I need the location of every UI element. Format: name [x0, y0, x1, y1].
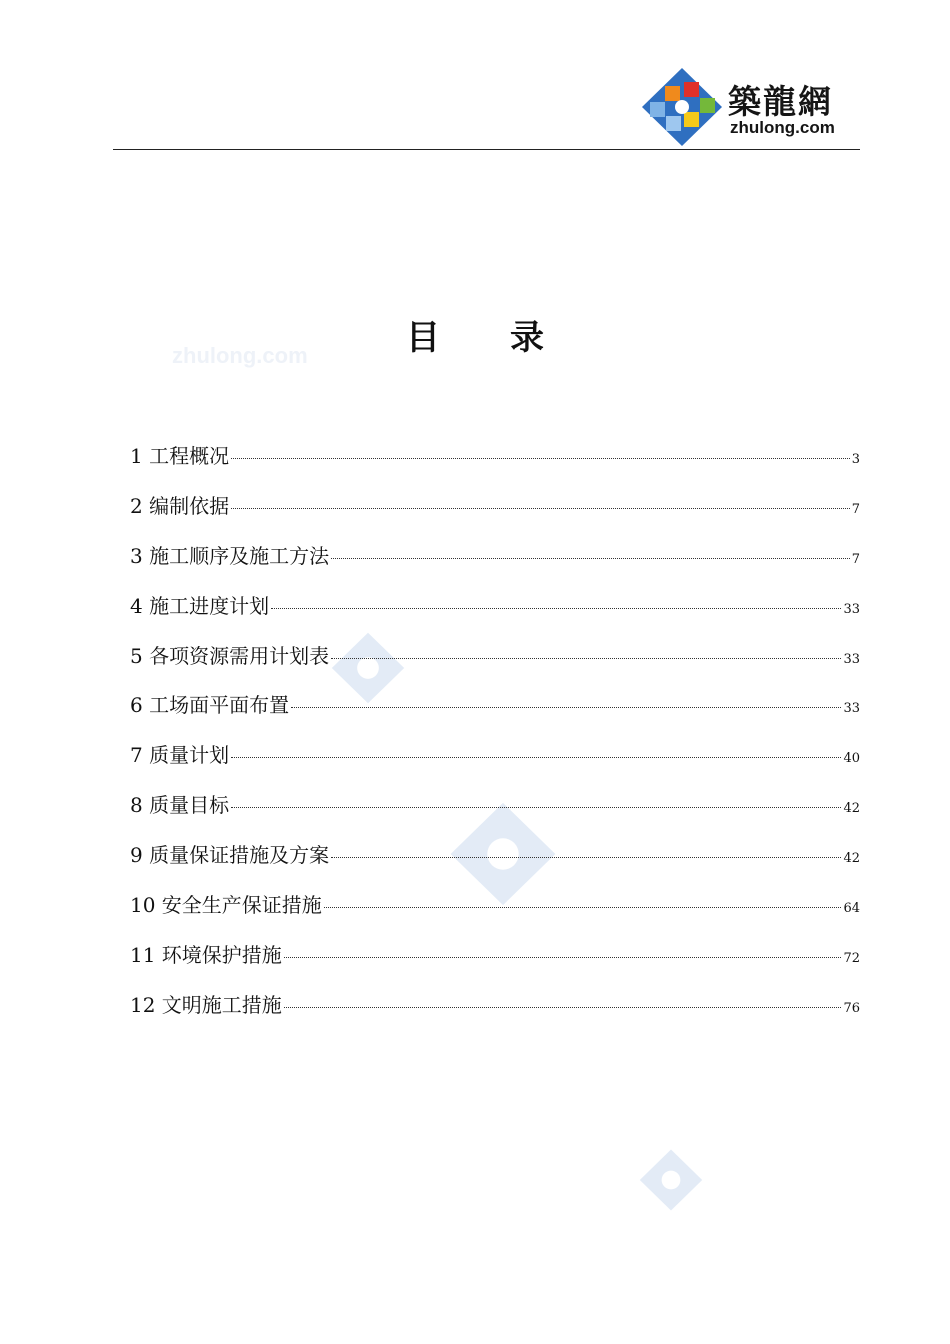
toc-entry-label: 3 施工顺序及施工方法: [130, 543, 330, 568]
toc-entry[interactable]: [130, 490, 860, 540]
logo-chinese-name: 築龍網: [728, 82, 833, 121]
toc-leader-dots: [231, 458, 850, 459]
toc-entry-page: 72: [843, 950, 860, 966]
toc-entry-label: 10 安全生产保证措施: [130, 893, 322, 918]
toc-entry-label: 6 工场面平面布置: [130, 693, 290, 718]
toc-entry-label: 8 质量目标: [130, 793, 230, 818]
toc-leader-dots: [271, 608, 841, 609]
toc-entry-label: 12 文明施工措施: [130, 992, 282, 1017]
toc-entry-page: 40: [843, 751, 860, 767]
toc-leader-dots: [231, 807, 841, 808]
toc-entry-page: 33: [843, 701, 860, 717]
toc-entry-page: 3: [851, 452, 860, 467]
title-char-2: 录: [510, 318, 544, 358]
toc-entry[interactable]: [130, 789, 860, 839]
toc-leader-dots: [331, 857, 841, 858]
header-divider: [113, 149, 860, 150]
toc-entry-label: 1 工程概况: [130, 444, 230, 468]
toc-entry-label: 11 环境保护措施: [130, 942, 282, 967]
toc-leader-dots: [331, 558, 850, 559]
toc-entry-page: 64: [843, 901, 860, 917]
toc-entry-label: 2 编制依据: [130, 493, 230, 518]
toc-leader-dots: [324, 907, 842, 908]
toc-entry-label: 9 质量保证措施及方案: [130, 843, 330, 868]
toc-entry[interactable]: [130, 839, 860, 889]
toc-entry-page: 7: [851, 551, 860, 567]
toc-leader-dots: [291, 707, 841, 708]
toc-leader-dots: [284, 957, 842, 958]
toc-entry[interactable]: [130, 689, 860, 739]
toc-entry-page: 42: [843, 851, 860, 867]
watermark-text: zhulong.com: [172, 343, 308, 368]
table-of-contents: [130, 440, 860, 1039]
toc-leader-dots: [231, 508, 850, 509]
toc-entry[interactable]: [130, 540, 860, 590]
toc-entry[interactable]: [130, 739, 860, 789]
zhulong-logo: [640, 66, 864, 148]
toc-entry-page: 76: [843, 1000, 860, 1016]
toc-entry[interactable]: [130, 889, 860, 939]
toc-entry-page: 33: [843, 651, 860, 667]
zhulong-logo-mark: [640, 66, 724, 148]
toc-entry[interactable]: [130, 590, 860, 640]
toc-leader-dots: [331, 658, 841, 659]
toc-entry[interactable]: [130, 640, 860, 690]
toc-entry-label: 5 各项资源需用计划表: [130, 643, 330, 668]
page-title: [0, 310, 950, 359]
title-char-1: 目: [406, 318, 440, 358]
toc-entry-label: 7 质量计划: [130, 743, 230, 768]
toc-entry[interactable]: [130, 939, 860, 989]
toc-entry-page: 33: [843, 601, 860, 617]
toc-entry-page: 7: [851, 501, 860, 517]
toc-leader-dots: [231, 757, 841, 758]
toc-entry[interactable]: [130, 440, 860, 490]
toc-entry-label: 4 施工进度计划: [130, 593, 270, 618]
toc-leader-dots: [284, 1007, 842, 1008]
logo-domain: zhulong.com: [730, 118, 835, 137]
toc-entry[interactable]: [130, 989, 860, 1039]
toc-entry-page: 42: [843, 801, 860, 817]
watermark-logo-icon: [638, 1148, 704, 1212]
